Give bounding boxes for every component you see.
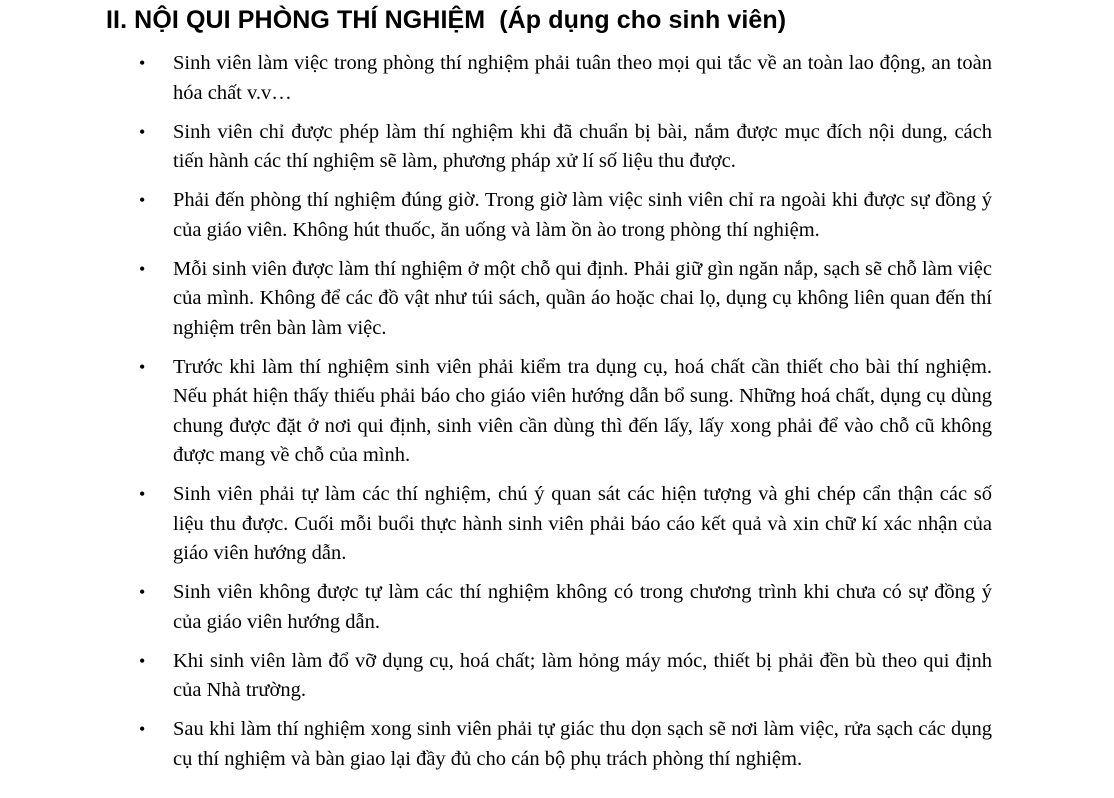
- rule-item-3: [0, 186, 992, 245]
- rule-text: Trước khi làm thí nghiệm sinh viên phải kiểm tra dụng cụ, hoá chất cần thiết cho bài thí nghiệm. Nếu phát hiện thấy thiếu phải báo cho giáo viên hướng dẫn bổ sung. Những hoá chất, dụng cụ dùng chung được đặt ở nơi qui định, sinh viên cần dùng thì đến lấy, lấy xong phải để vào chỗ cũ không được mang về chỗ của mình.: [173, 355, 992, 466]
- section-applicability-note: (Áp dụng cho sinh viên): [499, 6, 787, 34]
- section-heading: [106, 3, 786, 37]
- bullet-icon: •: [139, 53, 146, 73]
- rule-item-4: [0, 255, 992, 344]
- bullet-icon: •: [139, 190, 146, 210]
- bullet-icon: •: [139, 582, 146, 602]
- lab-rules-list: [0, 49, 1114, 784]
- rule-text: Sinh viên phải tự làm các thí nghiệm, chú ý quan sát các hiện tượng và ghi chép cẩn thận các số liệu thu được. Cuối mỗi buổi thực hành sinh viên phải báo cáo kết quả và xin chữ kí xác nhận của giáo viên hướng dẫn.: [173, 483, 992, 564]
- rule-text: Phải đến phòng thí nghiệm đúng giờ. Trong giờ làm việc sinh viên chỉ ra ngoài khi được sự đồng ý của giáo viên. Không hút thuốc, ăn uống và làm ồn ào trong phòng thí nghiệm.: [173, 189, 992, 241]
- rule-text: Sau khi làm thí nghiệm xong sinh viên phải tự giác thu dọn sạch sẽ nơi làm việc, rửa sạch các dụng cụ thí nghiệm và bàn giao lại đầy đủ cho cán bộ phụ trách phòng thí nghiệm.: [173, 718, 992, 770]
- rule-item-8: [0, 647, 992, 706]
- section-title: II. NỘI QUI PHÒNG THÍ NGHIỆM: [106, 6, 486, 34]
- bullet-icon: •: [139, 650, 146, 671]
- rule-text: Sinh viên không được tự làm các thí nghiệm không có trong chương trình khi chưa có sự đồng ý của giáo viên hướng dẫn.: [173, 581, 992, 633]
- rule-item-7: [0, 578, 992, 637]
- rule-text: Khi sinh viên làm đổ vỡ dụng cụ, hoá chất; làm hỏng máy móc, thiết bị phải đền bù theo qui định của Nhà trường.: [173, 649, 992, 701]
- bullet-icon: •: [139, 356, 146, 377]
- rule-text: Sinh viên làm việc trong phòng thí nghiệm phải tuân theo mọi qui tắc về an toàn lao động, an toàn hóa chất v.v…: [173, 52, 992, 104]
- bullet-icon: •: [139, 484, 146, 504]
- rule-item-2: [0, 118, 992, 177]
- rule-text: Sinh viên chỉ được phép làm thí nghiệm khi đã chuẩn bị bài, nắm được mục đích nội dung, cách tiến hành các thí nghiệm sẽ làm, phương pháp xử lí số liệu thu được.: [173, 120, 992, 172]
- bullet-icon: •: [139, 258, 146, 279]
- bullet-icon: •: [139, 719, 146, 739]
- rule-item-9: [0, 715, 992, 774]
- rule-item-5: [0, 353, 992, 471]
- rule-item-6: [0, 480, 992, 569]
- bullet-icon: •: [139, 121, 146, 142]
- rule-item-1: [0, 49, 992, 108]
- rule-text: Mỗi sinh viên được làm thí nghiệm ở một chỗ qui định. Phải giữ gìn ngăn nắp, sạch sẽ chỗ làm việc của mình. Không để các đồ vật như túi sách, quần áo hoặc chai lọ, dụng cụ không liên quan đến thí nghiệm trên bàn làm việc.: [173, 257, 992, 339]
